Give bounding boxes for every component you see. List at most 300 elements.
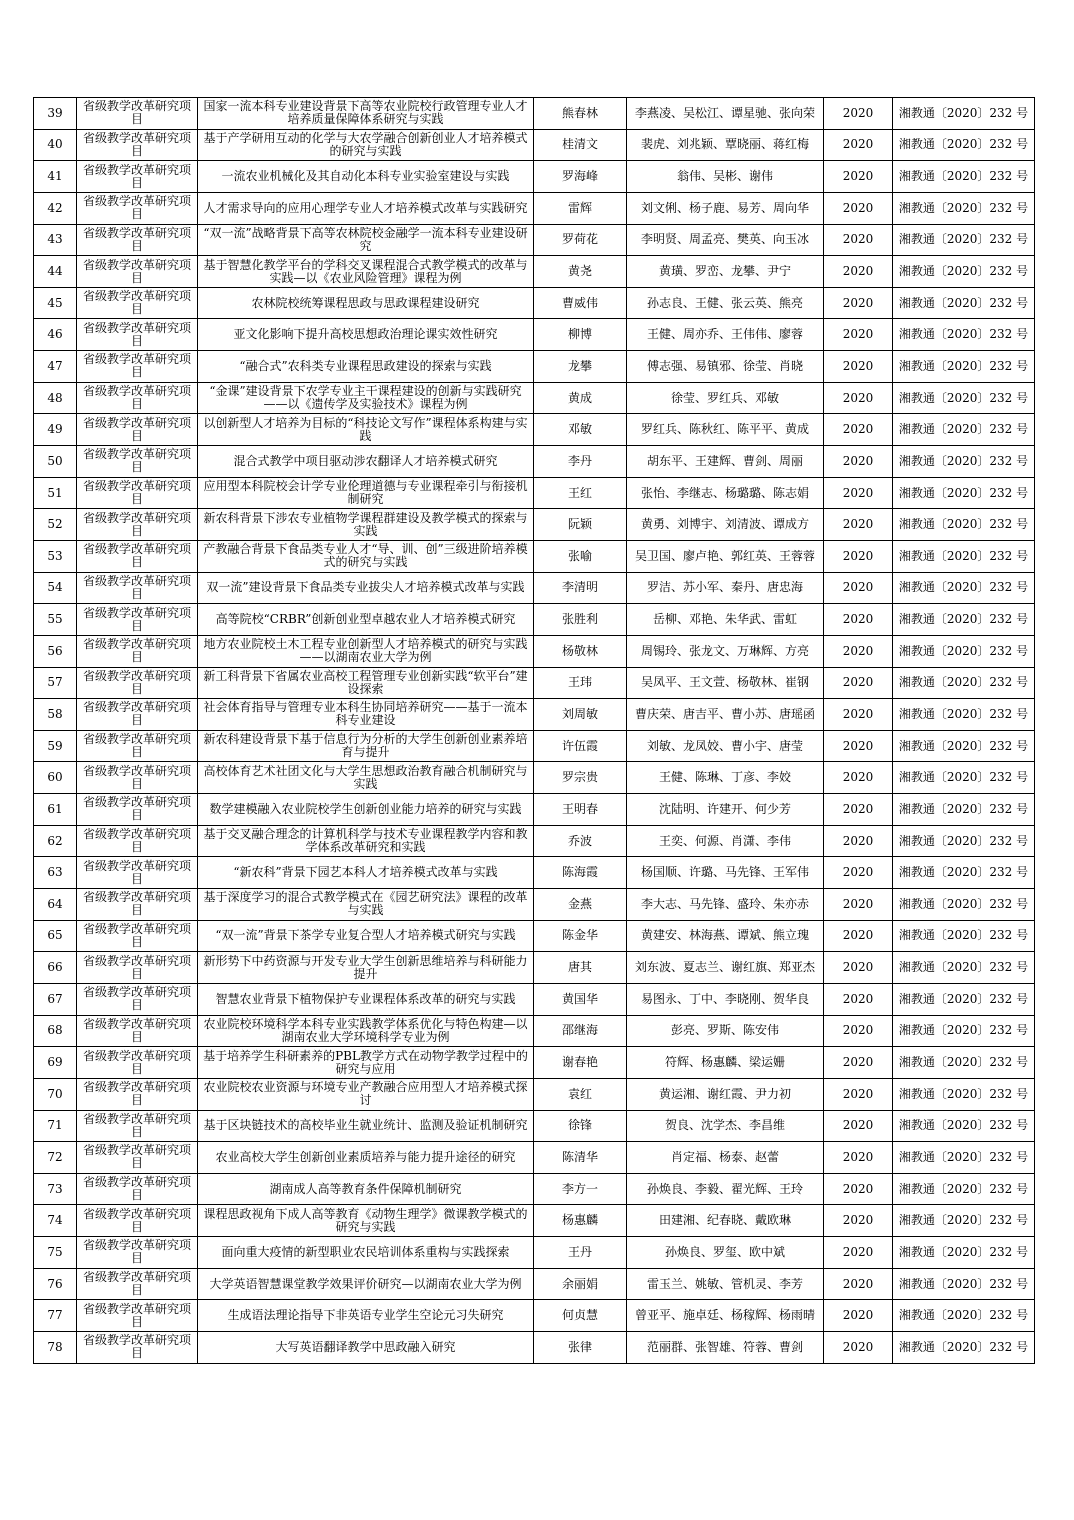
project-leader: 杨敬林	[534, 635, 627, 667]
project-category: 省级教学改革研究项目	[77, 1268, 198, 1300]
project-category: 省级教学改革研究项目	[77, 635, 198, 667]
table-row	[34, 667, 1035, 699]
project-year: 2020	[824, 604, 893, 636]
document-number: 湘教通〔2020〕232 号	[893, 414, 1035, 446]
project-year: 2020	[824, 161, 893, 193]
row-number: 69	[34, 1047, 77, 1079]
project-leader: 黄尧	[534, 256, 627, 288]
table-row	[34, 540, 1035, 572]
project-category: 省级教学改革研究项目	[77, 287, 198, 319]
project-table	[33, 97, 1035, 1364]
table-row	[34, 1047, 1035, 1079]
table-row	[34, 952, 1035, 984]
row-number: 56	[34, 635, 77, 667]
project-year: 2020	[824, 762, 893, 794]
project-category: 省级教学改革研究项目	[77, 952, 198, 984]
project-members: 黄璜、罗峦、龙攀、尹宁	[627, 256, 824, 288]
table-row	[34, 1015, 1035, 1047]
project-title: 新农科建设背景下基于信息行为分析的大学生创新创业素养培育与提升	[198, 730, 534, 762]
project-category: 省级教学改革研究项目	[77, 446, 198, 478]
project-category: 省级教学改革研究项目	[77, 319, 198, 351]
project-members: 黄运湘、谢红霞、尹力初	[627, 1078, 824, 1110]
document-number: 湘教通〔2020〕232 号	[893, 351, 1035, 383]
document-number: 湘教通〔2020〕232 号	[893, 857, 1035, 889]
project-year: 2020	[824, 1078, 893, 1110]
table-row	[34, 129, 1035, 161]
project-year: 2020	[824, 1300, 893, 1332]
row-number: 65	[34, 920, 77, 952]
project-year: 2020	[824, 572, 893, 604]
project-category: 省级教学改革研究项目	[77, 572, 198, 604]
row-number: 61	[34, 794, 77, 826]
project-category: 省级教学改革研究项目	[77, 920, 198, 952]
document-number: 湘教通〔2020〕232 号	[893, 699, 1035, 731]
row-number: 63	[34, 857, 77, 889]
document-number: 湘教通〔2020〕232 号	[893, 920, 1035, 952]
project-category: 省级教学改革研究项目	[77, 1142, 198, 1174]
project-year: 2020	[824, 540, 893, 572]
project-category: 省级教学改革研究项目	[77, 1331, 198, 1363]
table-row	[34, 889, 1035, 921]
project-leader: 李清明	[534, 572, 627, 604]
project-members: 裴虎、刘兆颖、覃晓丽、蒋红梅	[627, 129, 824, 161]
project-title: 农业高校大学生创新创业素质培养与能力提升途径的研究	[198, 1142, 534, 1174]
row-number: 76	[34, 1268, 77, 1300]
document-number: 湘教通〔2020〕232 号	[893, 604, 1035, 636]
document-number: 湘教通〔2020〕232 号	[893, 1047, 1035, 1079]
project-members: 符辉、杨惠麟、梁运姗	[627, 1047, 824, 1079]
table-row	[34, 414, 1035, 446]
project-title: 国家一流本科专业建设背景下高等农业院校行政管理专业人才培养质量保障体系研究与实践	[198, 98, 534, 130]
project-leader: 王红	[534, 477, 627, 509]
project-category: 省级教学改革研究项目	[77, 1110, 198, 1142]
row-number: 70	[34, 1078, 77, 1110]
project-members: 曾亚平、施卓廷、杨稼辉、杨雨晴	[627, 1300, 824, 1332]
project-leader: 黄国华	[534, 983, 627, 1015]
project-year: 2020	[824, 192, 893, 224]
document-number: 湘教通〔2020〕232 号	[893, 1205, 1035, 1237]
project-category: 省级教学改革研究项目	[77, 699, 198, 731]
project-year: 2020	[824, 952, 893, 984]
project-members: 吴凤平、王文萱、杨敬林、崔钢	[627, 667, 824, 699]
table-row	[34, 857, 1035, 889]
project-title: 农林院校统筹课程思政与思政课程建设研究	[198, 287, 534, 319]
document-number: 湘教通〔2020〕232 号	[893, 667, 1035, 699]
project-category: 省级教学改革研究项目	[77, 414, 198, 446]
project-title: 亚文化影响下提升高校思想政治理论课实效性研究	[198, 319, 534, 351]
row-number: 71	[34, 1110, 77, 1142]
project-title: 农业院校农业资源与环境专业产教融合应用型人才培养模式探讨	[198, 1078, 534, 1110]
row-number: 50	[34, 446, 77, 478]
document-number: 湘教通〔2020〕232 号	[893, 1015, 1035, 1047]
project-year: 2020	[824, 1237, 893, 1269]
project-title: 面向重大疫情的新型职业农民培训体系重构与实践探索	[198, 1237, 534, 1269]
project-leader: 张律	[534, 1331, 627, 1363]
project-leader: 余丽娟	[534, 1268, 627, 1300]
project-leader: 李丹	[534, 446, 627, 478]
project-title: 混合式教学中项目驱动涉农翻译人才培养模式研究	[198, 446, 534, 478]
document-number: 湘教通〔2020〕232 号	[893, 192, 1035, 224]
project-category: 省级教学改革研究项目	[77, 1078, 198, 1110]
document-number: 湘教通〔2020〕232 号	[893, 319, 1035, 351]
project-leader: 徐锋	[534, 1110, 627, 1142]
project-leader: 何贞慧	[534, 1300, 627, 1332]
document-number: 湘教通〔2020〕232 号	[893, 129, 1035, 161]
row-number: 40	[34, 129, 77, 161]
table-row	[34, 1300, 1035, 1332]
project-category: 省级教学改革研究项目	[77, 256, 198, 288]
project-leader: 王明春	[534, 794, 627, 826]
project-members: 罗洁、苏小军、秦丹、唐忠海	[627, 572, 824, 604]
project-title: 人才需求导向的应用心理学专业人才培养模式改革与实践研究	[198, 192, 534, 224]
table-row	[34, 1173, 1035, 1205]
document-number: 湘教通〔2020〕232 号	[893, 1331, 1035, 1363]
table-row	[34, 699, 1035, 731]
project-year: 2020	[824, 414, 893, 446]
project-category: 省级教学改革研究项目	[77, 540, 198, 572]
table-row	[34, 1142, 1035, 1174]
project-category: 省级教学改革研究项目	[77, 98, 198, 130]
project-members: 范丽群、张智雄、符蓉、曹剑	[627, 1331, 824, 1363]
project-leader: 乔波	[534, 825, 627, 857]
table-row	[34, 920, 1035, 952]
project-members: 杨国顺、许璐、马先锋、王军伟	[627, 857, 824, 889]
project-category: 省级教学改革研究项目	[77, 762, 198, 794]
project-year: 2020	[824, 983, 893, 1015]
project-leader: 金燕	[534, 889, 627, 921]
row-number: 57	[34, 667, 77, 699]
project-category: 省级教学改革研究项目	[77, 161, 198, 193]
project-year: 2020	[824, 382, 893, 414]
project-leader: 谢春艳	[534, 1047, 627, 1079]
project-category: 省级教学改革研究项目	[77, 1015, 198, 1047]
project-leader: 桂清文	[534, 129, 627, 161]
project-category: 省级教学改革研究项目	[77, 825, 198, 857]
table-row	[34, 351, 1035, 383]
row-number: 68	[34, 1015, 77, 1047]
project-members: 张怡、李继志、杨璐璐、陈志娟	[627, 477, 824, 509]
document-number: 湘教通〔2020〕232 号	[893, 1173, 1035, 1205]
project-title: 农业院校环境科学本科专业实践教学体系优化与特色构建—以湖南农业大学环境科学专业为例	[198, 1015, 534, 1047]
project-title: 基于智慧化教学平台的学科交叉课程混合式教学模式的改革与实践—以《农业风险管理》课程为例	[198, 256, 534, 288]
project-members: 李大志、马先锋、盛玲、朱亦赤	[627, 889, 824, 921]
project-year: 2020	[824, 635, 893, 667]
project-members: 翁伟、吴彬、谢伟	[627, 161, 824, 193]
row-number: 45	[34, 287, 77, 319]
project-category: 省级教学改革研究项目	[77, 667, 198, 699]
document-number: 湘教通〔2020〕232 号	[893, 477, 1035, 509]
row-number: 47	[34, 351, 77, 383]
project-title: 基于交叉融合理念的计算机科学与技术专业课程教学内容和教学体系改革研究和实践	[198, 825, 534, 857]
project-leader: 雷辉	[534, 192, 627, 224]
row-number: 49	[34, 414, 77, 446]
table-row	[34, 1078, 1035, 1110]
project-members: 王健、周亦乔、王伟伟、廖蓉	[627, 319, 824, 351]
project-category: 省级教学改革研究项目	[77, 351, 198, 383]
project-leader: 熊春林	[534, 98, 627, 130]
document-number: 湘教通〔2020〕232 号	[893, 794, 1035, 826]
project-leader: 罗荷花	[534, 224, 627, 256]
project-members: 徐莹、罗红兵、邓敏	[627, 382, 824, 414]
project-leader: 许伍霞	[534, 730, 627, 762]
project-leader: 邓敏	[534, 414, 627, 446]
project-leader: 龙攀	[534, 351, 627, 383]
project-category: 省级教学改革研究项目	[77, 129, 198, 161]
table-row	[34, 192, 1035, 224]
project-year: 2020	[824, 1205, 893, 1237]
table-row	[34, 98, 1035, 130]
document-number: 湘教通〔2020〕232 号	[893, 1300, 1035, 1332]
row-number: 72	[34, 1142, 77, 1174]
project-category: 省级教学改革研究项目	[77, 382, 198, 414]
table-row	[34, 319, 1035, 351]
row-number: 58	[34, 699, 77, 731]
project-leader: 陈海霞	[534, 857, 627, 889]
row-number: 43	[34, 224, 77, 256]
project-members: 孙焕良、罗玺、欧中斌	[627, 1237, 824, 1269]
project-title: “融合式”农科类专业课程思政建设的探索与实践	[198, 351, 534, 383]
project-members: 肖定福、杨泰、赵蕾	[627, 1142, 824, 1174]
project-year: 2020	[824, 1173, 893, 1205]
project-leader: 陈清华	[534, 1142, 627, 1174]
table-row	[34, 509, 1035, 541]
document-number: 湘教通〔2020〕232 号	[893, 287, 1035, 319]
project-title: 新工科背景下省属农业高校工程管理专业创新实践“软平台”建设探索	[198, 667, 534, 699]
project-category: 省级教学改革研究项目	[77, 1300, 198, 1332]
project-members: 黄勇、刘博宇、刘清波、谭成方	[627, 509, 824, 541]
project-members: 傅志强、易镇邪、徐莹、肖晓	[627, 351, 824, 383]
document-number: 湘教通〔2020〕232 号	[893, 224, 1035, 256]
project-members: 罗红兵、陈秋红、陈平平、黄成	[627, 414, 824, 446]
project-title: 一流农业机械化及其自动化本科专业实验室建设与实践	[198, 161, 534, 193]
project-leader: 王丹	[534, 1237, 627, 1269]
project-category: 省级教学改革研究项目	[77, 604, 198, 636]
row-number: 78	[34, 1331, 77, 1363]
project-leader: 张喻	[534, 540, 627, 572]
project-title: “双一流”战略背景下高等农林院校金融学一流本科专业建设研究	[198, 224, 534, 256]
project-year: 2020	[824, 224, 893, 256]
project-leader: 陈金华	[534, 920, 627, 952]
project-title: “双一流”背景下茶学专业复合型人才培养模式研究与实践	[198, 920, 534, 952]
table-row	[34, 256, 1035, 288]
project-title: 大学英语智慧课堂教学效果评价研究—以湖南农业大学为例	[198, 1268, 534, 1300]
row-number: 62	[34, 825, 77, 857]
project-category: 省级教学改革研究项目	[77, 983, 198, 1015]
project-members: 贺良、沈学杰、李昌维	[627, 1110, 824, 1142]
document-number: 湘教通〔2020〕232 号	[893, 983, 1035, 1015]
project-members: 吴卫国、廖卢艳、郭红英、王蓉蓉	[627, 540, 824, 572]
document-number: 湘教通〔2020〕232 号	[893, 1078, 1035, 1110]
project-year: 2020	[824, 477, 893, 509]
project-members: 李燕凌、吴松江、谭星驰、张向荣	[627, 98, 824, 130]
project-leader: 张胜利	[534, 604, 627, 636]
project-leader: 袁红	[534, 1078, 627, 1110]
project-category: 省级教学改革研究项目	[77, 1237, 198, 1269]
project-category: 省级教学改革研究项目	[77, 1205, 198, 1237]
project-year: 2020	[824, 1047, 893, 1079]
project-members: 沈陆明、许建开、何少芳	[627, 794, 824, 826]
table-row	[34, 224, 1035, 256]
row-number: 77	[34, 1300, 77, 1332]
project-year: 2020	[824, 351, 893, 383]
project-leader: 邵继海	[534, 1015, 627, 1047]
row-number: 55	[34, 604, 77, 636]
project-title: 生成语法理论指导下非英语专业学生空论元习失研究	[198, 1300, 534, 1332]
project-title: 高等院校“CRBR”创新创业型卓越农业人才培养模式研究	[198, 604, 534, 636]
row-number: 74	[34, 1205, 77, 1237]
table-row	[34, 161, 1035, 193]
project-title: 基于深度学习的混合式教学模式在《园艺研究法》课程的改革与实践	[198, 889, 534, 921]
project-leader: 曹威伟	[534, 287, 627, 319]
project-members: 孙志良、王健、张云英、熊亮	[627, 287, 824, 319]
project-year: 2020	[824, 1142, 893, 1174]
document-number: 湘教通〔2020〕232 号	[893, 572, 1035, 604]
project-year: 2020	[824, 825, 893, 857]
project-leader: 杨惠麟	[534, 1205, 627, 1237]
table-row	[34, 730, 1035, 762]
project-title: “金课”建设背景下农学专业主干课程建设的创新与实践研究——以《遗传学及实验技术》课程为例	[198, 382, 534, 414]
table-row	[34, 983, 1035, 1015]
project-title: 课程思政视角下成人高等教育《动物生理学》微课教学模式的研究与实践	[198, 1205, 534, 1237]
project-leader: 阮颖	[534, 509, 627, 541]
project-category: 省级教学改革研究项目	[77, 224, 198, 256]
project-year: 2020	[824, 794, 893, 826]
document-number: 湘教通〔2020〕232 号	[893, 1237, 1035, 1269]
project-members: 孙焕良、李毅、翟光辉、王玲	[627, 1173, 824, 1205]
document-number: 湘教通〔2020〕232 号	[893, 540, 1035, 572]
project-members: 岳柳、邓艳、朱华武、雷虹	[627, 604, 824, 636]
project-leader: 唐其	[534, 952, 627, 984]
project-members: 王健、陈琳、丁彦、李姣	[627, 762, 824, 794]
project-category: 省级教学改革研究项目	[77, 730, 198, 762]
row-number: 59	[34, 730, 77, 762]
project-members: 田建湘、纪春晓、戴欧琳	[627, 1205, 824, 1237]
document-number: 湘教通〔2020〕232 号	[893, 825, 1035, 857]
project-title: 智慧农业背景下植物保护专业课程体系改革的研究与实践	[198, 983, 534, 1015]
table-row	[34, 287, 1035, 319]
project-members: 易图永、丁中、李晓刚、贺华良	[627, 983, 824, 1015]
project-members: 李明贤、周孟亮、樊英、向玉冰	[627, 224, 824, 256]
project-title: 新农科背景下涉农专业植物学课程群建设及教学模式的探索与实践	[198, 509, 534, 541]
table-row	[34, 794, 1035, 826]
project-year: 2020	[824, 129, 893, 161]
project-leader: 黄成	[534, 382, 627, 414]
project-title: 基于区块链技术的高校毕业生就业统计、监测及验证机制研究	[198, 1110, 534, 1142]
project-title: 社会体育指导与管理专业本科生协同培养研究——基于一流本科专业建设	[198, 699, 534, 731]
project-category: 省级教学改革研究项目	[77, 509, 198, 541]
project-members: 刘东波、夏志兰、谢红旗、郑亚杰	[627, 952, 824, 984]
row-number: 60	[34, 762, 77, 794]
table-row	[34, 1331, 1035, 1363]
row-number: 51	[34, 477, 77, 509]
table-row	[34, 604, 1035, 636]
document-number: 湘教通〔2020〕232 号	[893, 730, 1035, 762]
document-number: 湘教通〔2020〕232 号	[893, 1268, 1035, 1300]
table-row	[34, 477, 1035, 509]
project-title: 新形势下中药资源与开发专业大学生创新思维培养与科研能力提升	[198, 952, 534, 984]
project-title: 产教融合背景下食品类专业人才“导、训、创”三级进阶培养模式的研究与实践	[198, 540, 534, 572]
project-members: 曹庆荣、唐吉平、曹小苏、唐瑶函	[627, 699, 824, 731]
project-year: 2020	[824, 857, 893, 889]
project-year: 2020	[824, 287, 893, 319]
row-number: 67	[34, 983, 77, 1015]
table-row	[34, 1110, 1035, 1142]
project-title: “新农科”背景下园艺本科人才培养模式改革与实践	[198, 857, 534, 889]
project-year: 2020	[824, 1110, 893, 1142]
project-category: 省级教学改革研究项目	[77, 192, 198, 224]
project-year: 2020	[824, 730, 893, 762]
project-category: 省级教学改革研究项目	[77, 1173, 198, 1205]
table-row	[34, 1237, 1035, 1269]
project-year: 2020	[824, 1015, 893, 1047]
row-number: 46	[34, 319, 77, 351]
document-number: 湘教通〔2020〕232 号	[893, 952, 1035, 984]
project-members: 雷玉兰、姚敏、管机灵、李芳	[627, 1268, 824, 1300]
table-row	[34, 825, 1035, 857]
project-year: 2020	[824, 509, 893, 541]
row-number: 53	[34, 540, 77, 572]
project-year: 2020	[824, 699, 893, 731]
project-members: 彭亮、罗斯、陈安伟	[627, 1015, 824, 1047]
project-members: 黄建安、林海燕、谭斌、熊立瑰	[627, 920, 824, 952]
document-number: 湘教通〔2020〕232 号	[893, 635, 1035, 667]
project-year: 2020	[824, 667, 893, 699]
document-number: 湘教通〔2020〕232 号	[893, 762, 1035, 794]
project-year: 2020	[824, 98, 893, 130]
project-leader: 李方一	[534, 1173, 627, 1205]
project-title: 湖南成人高等教育条件保障机制研究	[198, 1173, 534, 1205]
project-year: 2020	[824, 1268, 893, 1300]
document-number: 湘教通〔2020〕232 号	[893, 889, 1035, 921]
project-year: 2020	[824, 920, 893, 952]
project-year: 2020	[824, 1331, 893, 1363]
row-number: 73	[34, 1173, 77, 1205]
project-leader: 罗海峰	[534, 161, 627, 193]
project-leader: 柳博	[534, 319, 627, 351]
table-row	[34, 572, 1035, 604]
project-title: 基于产学研用互动的化学与大农学融合创新创业人才培养模式的研究与实践	[198, 129, 534, 161]
table-row	[34, 762, 1035, 794]
document-number: 湘教通〔2020〕232 号	[893, 1142, 1035, 1174]
table-row	[34, 635, 1035, 667]
project-year: 2020	[824, 319, 893, 351]
project-title: 基于培养学生科研素养的PBL教学方式在动物学教学过程中的研究与应用	[198, 1047, 534, 1079]
project-title: 双一流”建设背景下食品类专业拔尖人才培养模式改革与实践	[198, 572, 534, 604]
project-year: 2020	[824, 889, 893, 921]
project-members: 周锡玲、张龙文、万琳辉、方亮	[627, 635, 824, 667]
row-number: 39	[34, 98, 77, 130]
project-members: 胡东平、王建辉、曹剑、周丽	[627, 446, 824, 478]
project-title: 地方农业院校土木工程专业创新型人才培养模式的研究与实践——以湖南农业大学为例	[198, 635, 534, 667]
row-number: 52	[34, 509, 77, 541]
project-title: 高校体育艺术社团文化与大学生思想政治教育融合机制研究与实践	[198, 762, 534, 794]
table-row	[34, 1205, 1035, 1237]
row-number: 41	[34, 161, 77, 193]
project-leader: 王玮	[534, 667, 627, 699]
project-title: 数学建模融入农业院校学生创新创业能力培养的研究与实践	[198, 794, 534, 826]
project-title: 应用型本科院校会计学专业伦理道德与专业课程牵引与衔接机制研究	[198, 477, 534, 509]
document-number: 湘教通〔2020〕232 号	[893, 382, 1035, 414]
document-number: 湘教通〔2020〕232 号	[893, 1110, 1035, 1142]
project-leader: 罗宗贵	[534, 762, 627, 794]
row-number: 75	[34, 1237, 77, 1269]
row-number: 44	[34, 256, 77, 288]
table-row	[34, 382, 1035, 414]
project-title: 以创新型人才培养为目标的“科技论文写作”课程体系构建与实践	[198, 414, 534, 446]
project-category: 省级教学改革研究项目	[77, 1047, 198, 1079]
project-members: 王奕、何源、肖潇、李伟	[627, 825, 824, 857]
project-category: 省级教学改革研究项目	[77, 857, 198, 889]
